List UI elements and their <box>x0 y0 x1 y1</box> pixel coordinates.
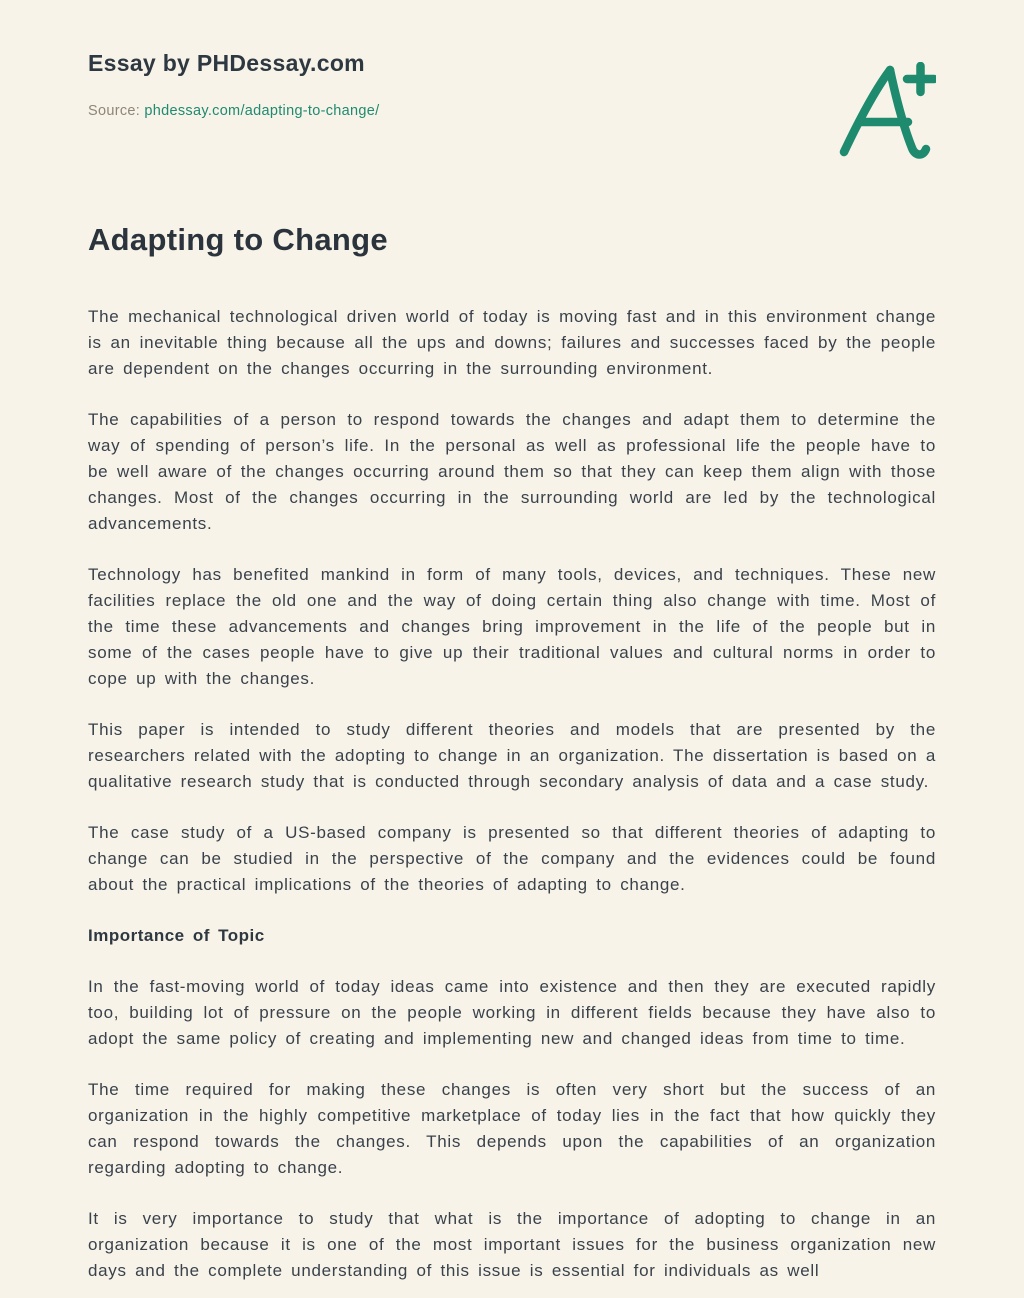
paragraph: This paper is intended to study different theories and models that are presented by the researchers related with the adopting to change in an organization. The dissertation is based on a qualitative research study that is conducted through secondary analysis of data and a case study. <box>88 720 936 791</box>
paragraph: The capabilities of a person to respond towards the changes and adapt them to determine the way of spending of person’s life. In the personal as well as professional life the people have to be well aware of the changes occurring around them so that they can keep them align with those changes. Most of the changes occurring in the surrounding world are led by the technological advancements. <box>88 410 936 533</box>
paragraph: The time required for making these changes is often very short but the success of an organization in the highly competitive marketplace of today lies in the fact that how quickly they can respond towards the changes. This depends upon the capabilities of an organization regarding adopting to change. <box>88 1080 936 1177</box>
section-heading: Importance of Topic <box>88 926 265 945</box>
source-label: Source: <box>88 103 141 119</box>
a-plus-logo-icon <box>832 62 936 162</box>
header <box>88 50 936 162</box>
paragraph: It is very importance to study that what is the importance of adopting to change in an organization because it is one of the most important issues for the business organization new days and the complete understanding of this issue is essential for individuals as well <box>88 1209 936 1280</box>
paragraph: Technology has benefited mankind in form of many tools, devices, and techniques. These new facilities replace the old one and the way of doing certain thing also change with time. Most of the time these advancements and changes bring improvement in the life of the people but in some of the cases people have to give up their traditional values and cultural norms in order to cope up with the changes. <box>88 565 936 688</box>
source-link[interactable]: phdessay.com/adapting-to-change/ <box>144 103 380 119</box>
article-body <box>88 304 936 1284</box>
paragraph: The case study of a US-based company is presented so that different theories of adapting to change can be studied in the perspective of the company and the evidences could be found about the practical implications of the theories of adapting to change. <box>88 823 936 894</box>
paragraph: The mechanical technological driven world of today is moving fast and in this environment change is an inevitable thing because all the ups and downs; failures and successes faced by the people are dependent on the changes occurring in the surrounding environment. <box>88 307 936 378</box>
header-text <box>88 50 379 119</box>
article-title: Adapting to Change <box>88 222 388 257</box>
source-line <box>88 103 379 119</box>
header-title: Essay by PHDessay.com <box>88 50 365 76</box>
paragraph: In the fast-moving world of today ideas came into existence and then they are executed rapidly too, building lot of pressure on the people working in different fields because they have also to adopt the same policy of creating and implementing new and changed ideas from time to time. <box>88 977 936 1048</box>
